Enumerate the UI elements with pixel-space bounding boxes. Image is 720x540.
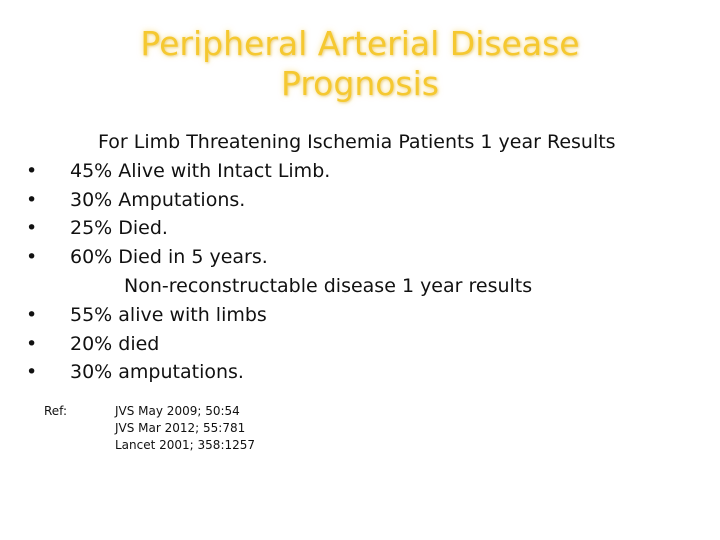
title-line-2: Prognosis [281, 64, 439, 103]
list-item-text: 45% Alive with Intact Limb. [70, 159, 331, 182]
section-heading-text: Non-reconstructable disease 1 year results [124, 274, 533, 297]
bullet-icon: • [26, 361, 38, 384]
list-item [26, 157, 686, 186]
references-label: Ref: [44, 404, 68, 418]
bullet-icon: • [26, 159, 38, 182]
bullet-icon: • [26, 188, 38, 211]
list-item-text: 55% alive with limbs [70, 303, 267, 326]
section-heading-limb-ischemia [26, 128, 686, 157]
reference-item: JVS May 2009; 50:54 [115, 404, 240, 418]
list-item [26, 330, 686, 359]
list-item [26, 243, 686, 272]
title-line-1: Peripheral Arterial Disease [140, 24, 580, 63]
list-item [26, 301, 686, 330]
list-item-text: 30% amputations. [70, 361, 244, 384]
list-item-text: 30% Amputations. [70, 188, 246, 211]
bullet-icon: • [26, 246, 38, 269]
section-heading-text: For Limb Threatening Ischemia Patients 1 year Results [98, 131, 616, 153]
list-item-text: 20% died [70, 332, 160, 355]
bullet-icon: • [26, 303, 38, 326]
list-item [26, 214, 686, 243]
list-item [26, 358, 686, 387]
bullet-icon: • [26, 217, 38, 240]
reference-item: JVS Mar 2012; 55:781 [115, 421, 246, 435]
bullet-icon: • [26, 332, 38, 355]
slide-title [0, 24, 720, 104]
list-item-text: 25% Died. [70, 217, 168, 240]
list-item [26, 186, 686, 215]
list-item-text: 60% Died in 5 years. [70, 246, 268, 269]
references-list [115, 403, 255, 454]
section-heading-non-reconstructable [26, 272, 686, 301]
slide-body [26, 128, 686, 387]
reference-item: Lancet 2001; 358:1257 [115, 438, 256, 452]
